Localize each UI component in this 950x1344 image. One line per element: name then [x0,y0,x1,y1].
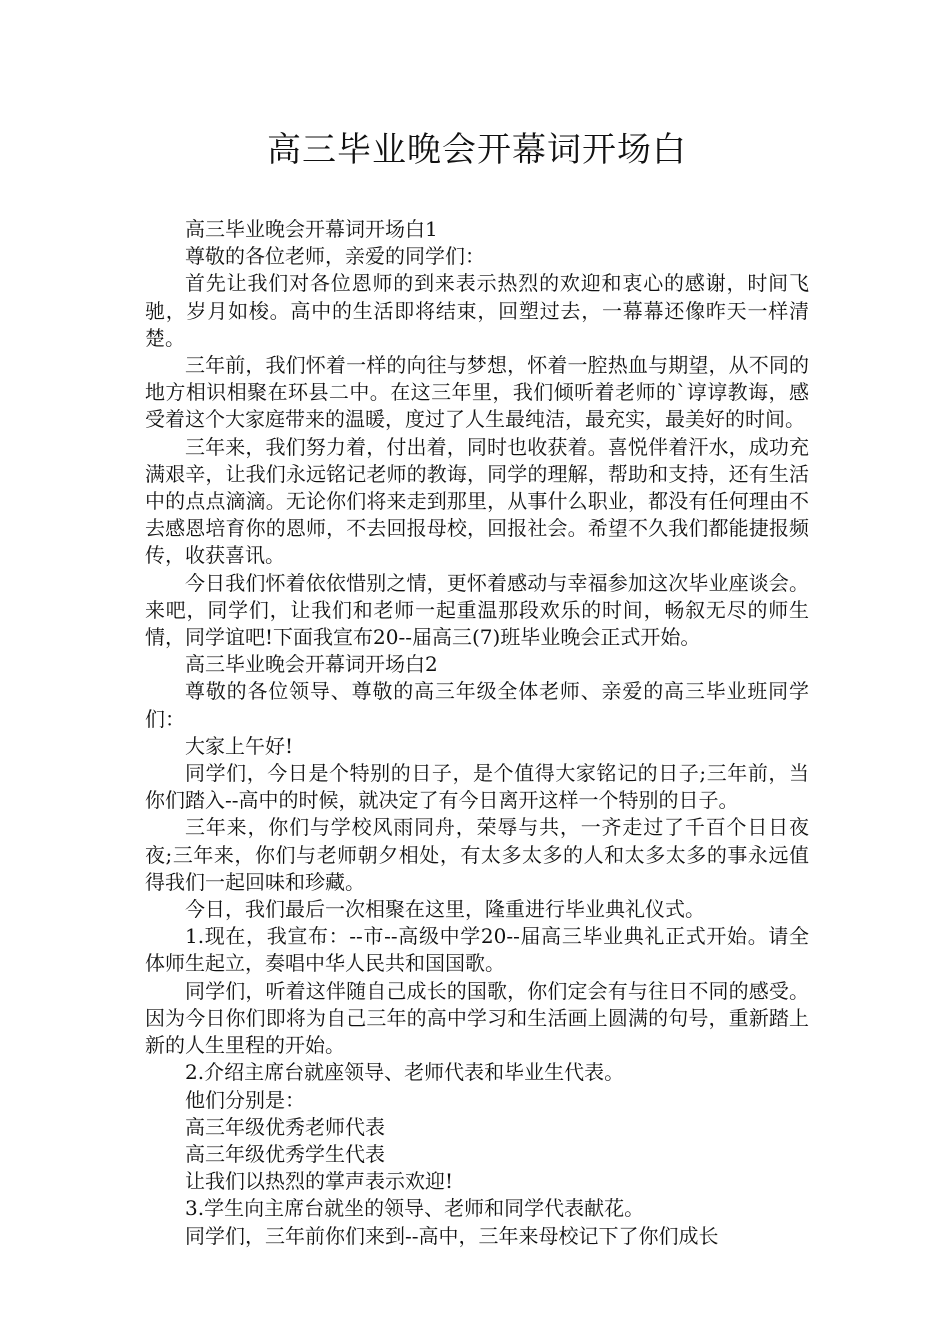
paragraph: 高三年级优秀老师代表 [185,1114,385,1139]
paragraph: 三年来，我们努力着，付出着，同时也收获着。喜悦伴着汗水，成功充满艰辛，让我们永远铭记老师的教诲，同学的理解，帮助和支持，还有生活中的点点滴滴。无论你们将来走到那里，从事什么职业，都没有任何理由不去感恩培育你的恩师，不去回报母校，回报社会。希望不久我们都能捷报频传，收获喜讯。 [145,434,809,568]
document-body [145,216,809,1250]
document-title: 高三毕业晚会开幕词开场白 [267,130,687,170]
paragraph: 同学们，听着这伴随自己成长的国歌，你们定会有与往日不同的感受。因为今日你们即将为自己三年的高中学习和生活画上圆满的句号，重新踏上新的人生里程的开始。 [145,978,809,1058]
paragraph: 让我们以热烈的掌声表示欢迎! [185,1169,454,1194]
paragraph: 首先让我们对各位恩师的到来表示热烈的欢迎和衷心的感谢，时间飞驰，岁月如梭。高中的生活即将结束，回塑过去，一幕幕还像昨天一样清楚。 [145,271,809,350]
paragraph: 3.学生向主席台就坐的领导、老师和同学代表献花。 [185,1196,645,1221]
paragraph: 1.现在，我宣布：--市--高级中学20--届高三毕业典礼正式开始。请全体师生起立，奏唱中华人民共和国国歌。 [145,924,809,976]
paragraph: 三年来，你们与学校风雨同舟，荣辱与共，一齐走过了千百个日日夜夜;三年来，你们与老师朝夕相处，有太多太多的人和太多太多的事永远值得我们一起回味和珍藏。 [145,815,809,894]
salutation-2: 尊敬的各位领导、尊敬的高三年级全体老师、亲爱的高三毕业班同学们： [145,679,809,731]
paragraph: 今日，我们最后一次相聚在这里，隆重进行毕业典礼仪式。 [185,897,705,922]
paragraph: 2.介绍主席台就座领导、老师代表和毕业生代表。 [185,1060,625,1085]
paragraph: 同学们，今日是个特别的日子，是个值得大家铭记的日子;三年前，当你们踏入--高中的时候，就决定了有今日离开这样一个特别的日子。 [145,761,809,813]
greeting: 大家上午好! [185,733,294,758]
salutation-1: 尊敬的各位老师，亲爱的同学们： [185,244,485,269]
paragraph: 同学们，三年前你们来到--高中，三年来母校记下了你们成长 [185,1223,719,1248]
document-page [145,122,809,1250]
section-heading-2: 高三毕业晚会开幕词开场白2 [185,652,438,677]
paragraph: 今日我们怀着依依惜别之情，更怀着感动与幸福参加这次毕业座谈会。来吧，同学们，让我们和老师一起重温那段欢乐的时间，畅叙无尽的师生情，同学谊吧!下面我宣布20--届高三(7)班毕业晚会正式开始。 [145,570,809,650]
paragraph: 高三年级优秀学生代表 [185,1141,385,1166]
section-heading-1: 高三毕业晚会开幕词开场白1 [185,217,438,241]
paragraph: 他们分别是： [185,1087,305,1112]
paragraph: 三年前，我们怀着一样的向往与梦想，怀着一腔热血与期望，从不同的地方相识相聚在环县二中。在这三年里，我们倾听着老师的`谆谆教诲，感受着这个大家庭带来的温暖，度过了人生最纯洁，最充实，最美好的时间。 [145,353,809,432]
